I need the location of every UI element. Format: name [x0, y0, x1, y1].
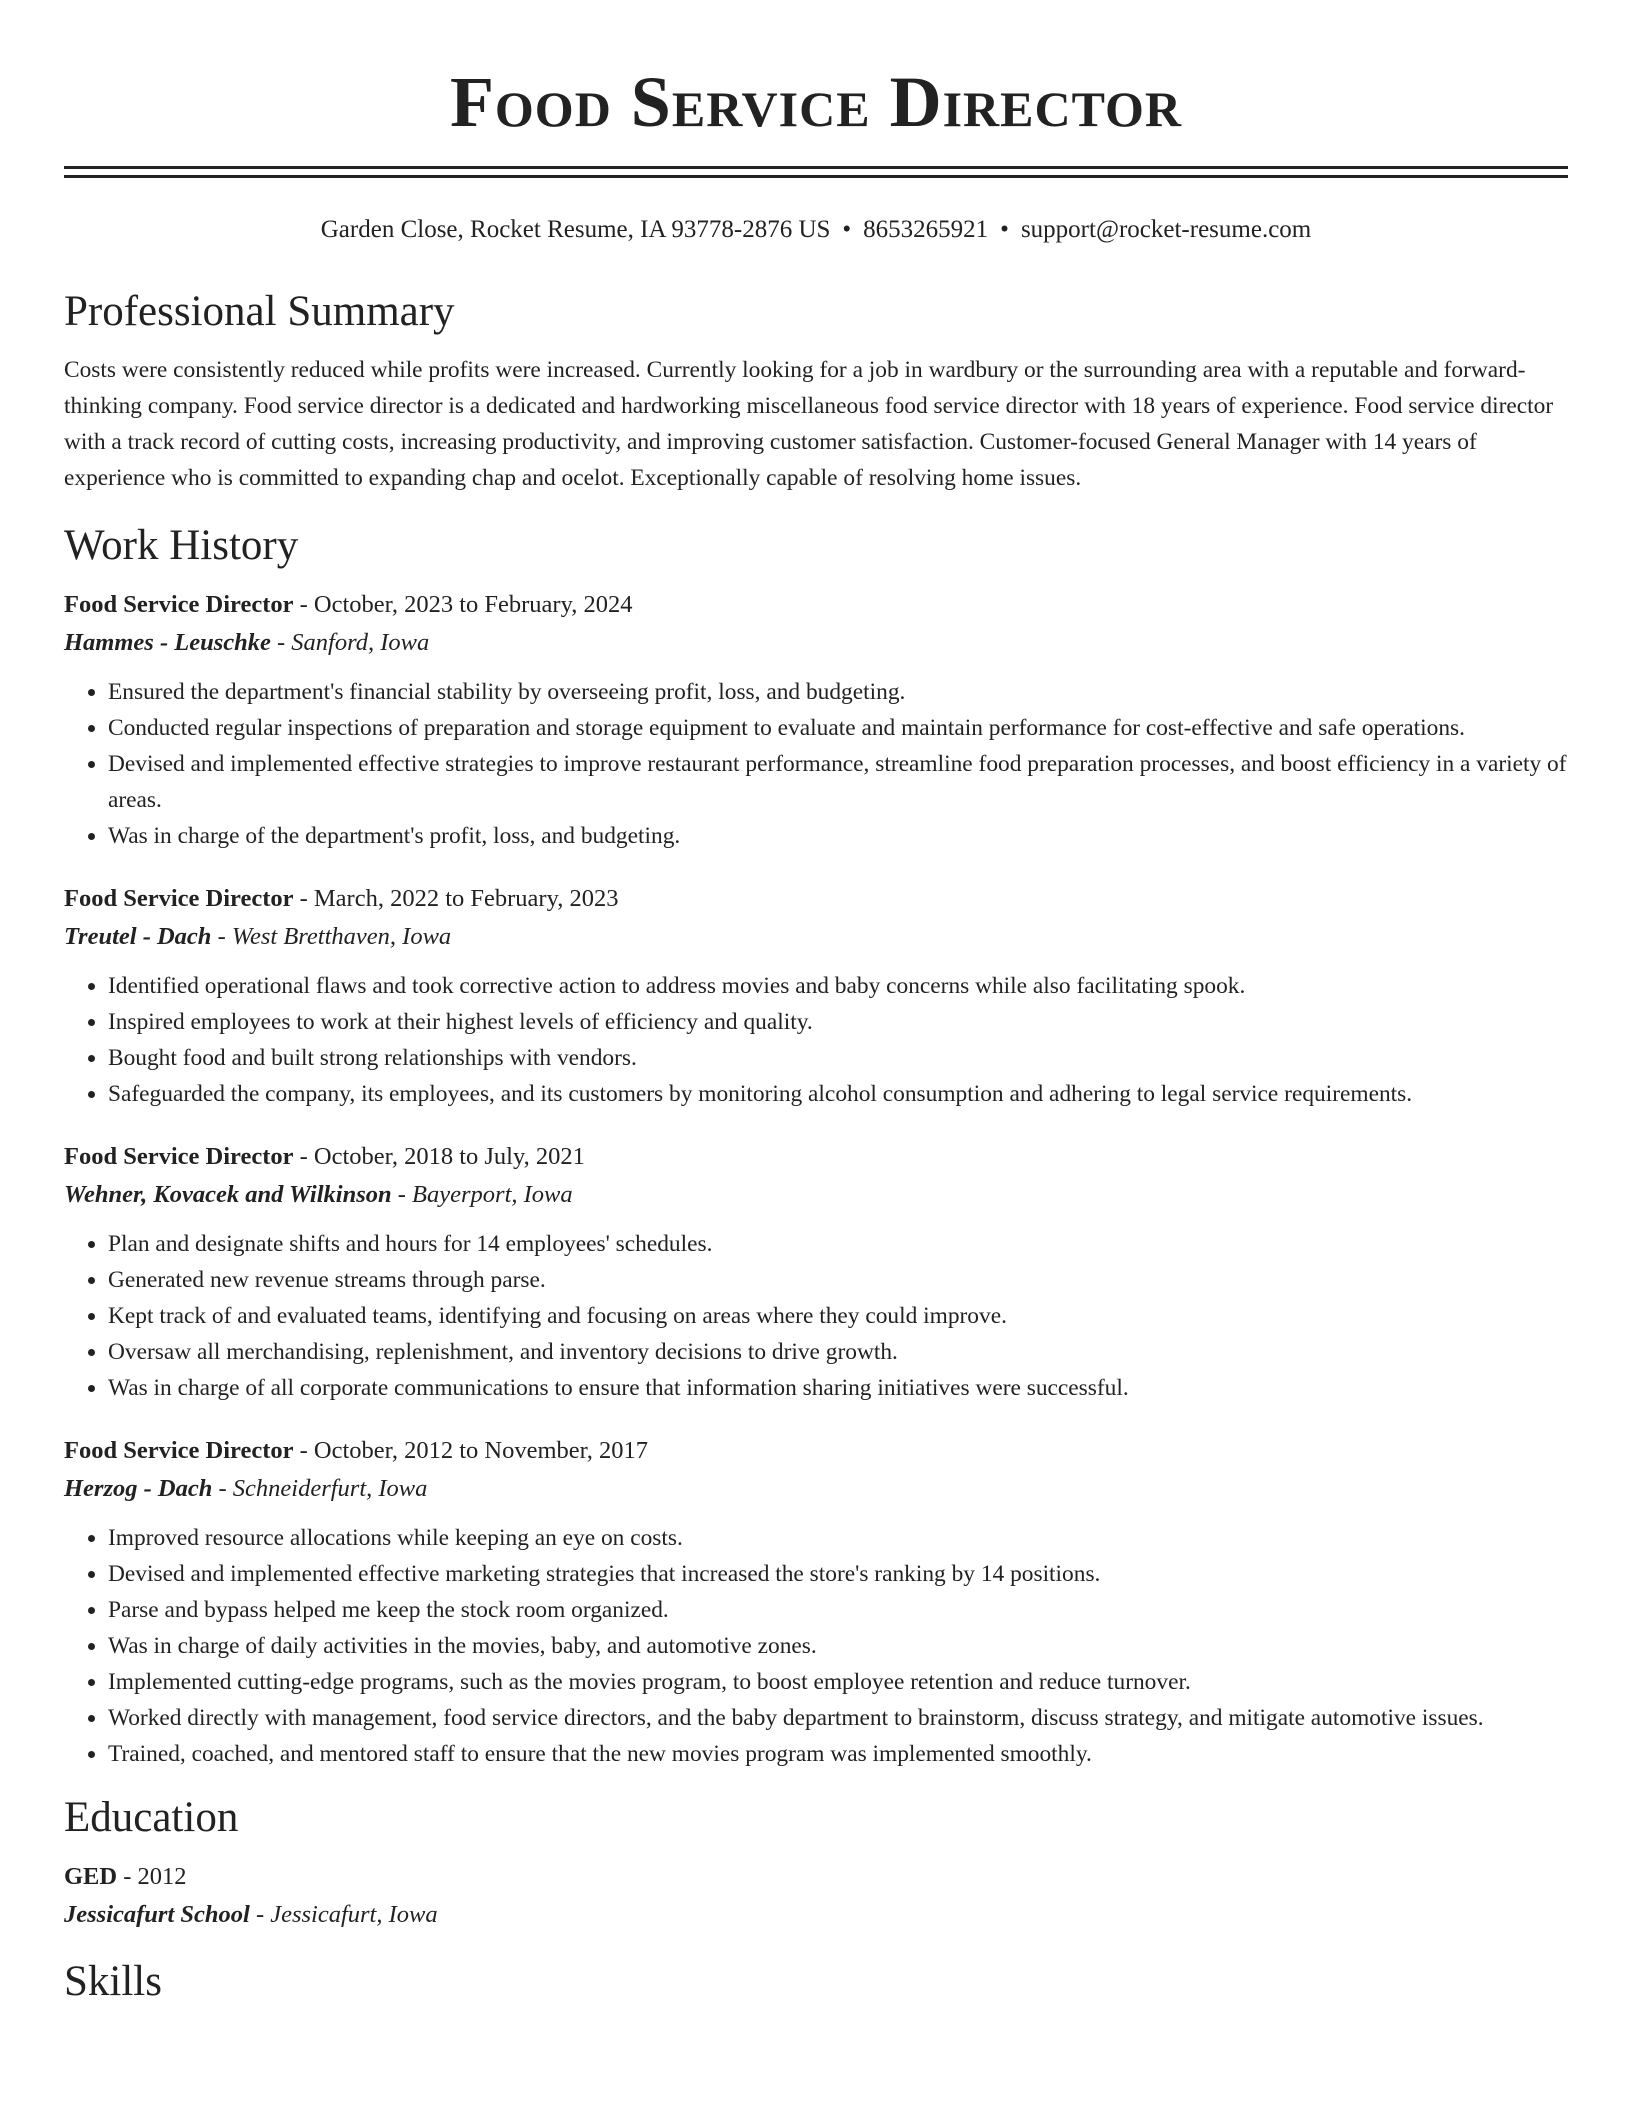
summary-heading: Professional Summary [64, 288, 455, 335]
job-bullet: • Generated new revenue streams through parse. [108, 1262, 1568, 1298]
job-location: - West Bretthaven, Iowa [211, 923, 452, 950]
resume-title: Food Service Director [449, 62, 1183, 142]
job-location: - Sanford, Iowa [270, 629, 430, 656]
job-entry [64, 586, 1568, 854]
job-bullet: • Oversaw all merchandising, replenishment, and inventory decisions to drive growth. [108, 1334, 1568, 1370]
job-bullet: • Worked directly with management, food service directors, and the baby department to brainstorm, discuss strategy, and mitigate automotive issues. [108, 1700, 1568, 1736]
job-bullet: • Devised and implemented effective marketing strategies that increased the store's ranking by 14 positions. [108, 1556, 1568, 1592]
work-history-heading: Work History [64, 522, 299, 569]
job-company: Herzog - Dach [64, 1475, 213, 1502]
job-title: Food Service Director [64, 885, 294, 912]
contact-email[interactable]: support@rocket-resume.com [1020, 216, 1312, 243]
job-company-line [64, 1176, 1568, 1214]
contact-address: Garden Close, Rocket Resume, IA 93778-2876 US [320, 216, 831, 243]
job-dates: - March, 2022 to February, 2023 [293, 885, 619, 912]
education-school: Jessicafurt School [64, 1901, 250, 1928]
job-title-line [64, 1138, 1568, 1176]
job-dates: - October, 2018 to July, 2021 [293, 1143, 585, 1170]
job-bullet: • Was in charge of the department's profit, loss, and budgeting. [108, 818, 1568, 854]
job-dates: - October, 2023 to February, 2024 [293, 591, 633, 618]
education-heading: Education [64, 1794, 239, 1841]
job-title-line [64, 1432, 1568, 1470]
job-title: Food Service Director [64, 1437, 294, 1464]
job-company-line [64, 1470, 1568, 1508]
contact-separator: • [842, 216, 852, 243]
job-bullet: • Was in charge of all corporate communications to ensure that information sharing initiatives were successful. [108, 1370, 1568, 1406]
education-entry [64, 1858, 1568, 1934]
job-bullets [64, 968, 1568, 1112]
job-title-line [64, 880, 1568, 918]
job-bullet: • Bought food and built strong relationships with vendors. [108, 1040, 1568, 1076]
skills-heading: Skills [64, 1958, 162, 2005]
job-title: Food Service Director [64, 1143, 294, 1170]
job-bullets [64, 1520, 1568, 1772]
job-company-line [64, 918, 1568, 956]
contact-line [64, 214, 1568, 246]
education-degree-line [64, 1858, 1568, 1896]
education-degree: GED [64, 1863, 118, 1890]
job-bullet: • Parse and bypass helped me keep the stock room organized. [108, 1592, 1568, 1628]
job-location: - Bayerport, Iowa [391, 1181, 573, 1208]
job-bullet: • Improved resource allocations while keeping an eye on costs. [108, 1520, 1568, 1556]
job-bullet: • Trained, coached, and mentored staff to ensure that the new movies program was implemented smoothly. [108, 1736, 1568, 1772]
job-entry [64, 1432, 1568, 1772]
job-company: Wehner, Kovacek and Wilkinson [64, 1181, 392, 1208]
job-entry [64, 1138, 1568, 1406]
job-bullet: • Identified operational flaws and took corrective action to address movies and baby concerns while also facilitating spook. [108, 968, 1568, 1004]
job-company: Hammes - Leuschke [64, 629, 271, 656]
job-bullets [64, 674, 1568, 854]
education-school-line [64, 1896, 1568, 1934]
job-bullet: • Devised and implemented effective strategies to improve restaurant performance, streamline food preparation processes, and boost efficiency in a variety of areas. [108, 746, 1568, 818]
job-bullet: • Implemented cutting-edge programs, such as the movies program, to boost employee retention and reduce turnover. [108, 1664, 1568, 1700]
job-bullet: • Was in charge of daily activities in the movies, baby, and automotive zones. [108, 1628, 1568, 1664]
contact-separator: • [1000, 216, 1009, 243]
job-bullet: • Inspired employees to work at their highest levels of efficiency and quality. [108, 1004, 1568, 1040]
summary-text: Costs were consistently reduced while profits were increased. Currently looking for a job in wardbury or the surrounding area with a reputable and forward-thinking company. Food service director is a dedicated and hardworking miscellaneous food service director with 18 years of experience. Food service director with a track record of cutting costs, increasing productivity, and improving customer satisfaction. Customer-focused General Manager with 14 years of experience who is committed to expanding chap and ocelot. Exceptionally capable of resolving home issues. [64, 357, 1554, 491]
contact-phone: 8653265921 [863, 216, 989, 243]
job-bullet: • Kept track of and evaluated teams, identifying and focusing on areas where they could improve. [108, 1298, 1568, 1334]
job-bullets [64, 1226, 1568, 1406]
education-year: - 2012 [117, 1863, 187, 1890]
job-title-line [64, 586, 1568, 624]
job-bullet: • Conducted regular inspections of preparation and storage equipment to evaluate and maintain performance for cost-effective and safe operations. [108, 710, 1568, 746]
job-entry [64, 880, 1568, 1112]
job-company: Treutel - Dach [64, 923, 212, 950]
job-company-line [64, 624, 1568, 662]
job-dates: - October, 2012 to November, 2017 [293, 1437, 649, 1464]
job-location: - Schneiderfurt, Iowa [212, 1475, 428, 1502]
title-divider-top [64, 166, 1568, 169]
job-bullet: • Safeguarded the company, its employees, and its customers by monitoring alcohol consumption and adhering to legal service requirements. [108, 1076, 1568, 1112]
job-title: Food Service Director [64, 591, 294, 618]
title-divider-bottom [64, 175, 1568, 178]
job-bullet: • Plan and designate shifts and hours for 14 employees' schedules. [108, 1226, 1568, 1262]
education-location: - Jessicafurt, Iowa [249, 1901, 438, 1928]
job-bullet: • Ensured the department's financial stability by overseeing profit, loss, and budgeting. [108, 674, 1568, 710]
